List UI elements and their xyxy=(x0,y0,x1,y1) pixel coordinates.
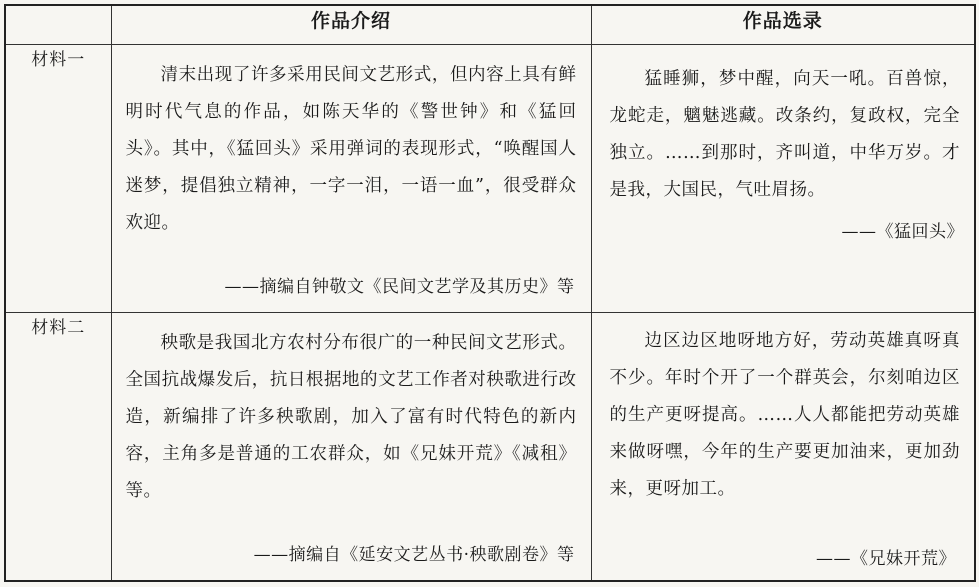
intro-cell-1 xyxy=(111,45,591,313)
excerpt-cell-1 xyxy=(591,45,975,313)
row-label-2: 材料二 xyxy=(5,313,111,581)
header-row xyxy=(5,5,975,45)
intro-text-2: 秧歌是我国北方农村分布很广的一种民间文艺形式。全国抗战爆发后，抗日根据地的文艺工作者对秧歌进行改造，新编排了许多秧歌剧，加入了富有时代特色的新内容，主角多是普通的工农群众，如《兄妹开荒》《减租》等。 xyxy=(125,333,577,502)
intro-text-1: 清末出现了许多采用民间文艺形式，但内容上具有鲜明时代气息的作品，如陈天华的《警世钟》和《猛回头》。其中，《猛回头》采用弹词的表现形式，“唤醒国人迷梦，提倡独立精神，一字一泪，一语一血”，很受群众欢迎。 xyxy=(125,65,577,234)
excerpt-cell-2 xyxy=(591,313,975,581)
intro-cell-2 xyxy=(111,313,591,581)
material-row-1 xyxy=(5,45,975,313)
header-intro: 作品介绍 xyxy=(111,5,591,45)
header-blank-cell xyxy=(5,5,111,45)
materials-table xyxy=(4,4,976,582)
excerpt-text-2: 边区边区地呀地方好，劳动英雄真呀真不少。年时个开了一个群英会，尔刻咱边区的生产更呀提高。……人人都能把劳动英雄来做呀嘿，今年的生产要更加油来，更加劲来，更呀加工。 xyxy=(609,331,960,500)
excerpt-source-2: ——《兄妹开荒》 xyxy=(816,549,956,569)
row-label-1: 材料一 xyxy=(5,45,111,313)
intro-source-2: ——摘编自《延安文艺丛书·秧歌剧卷》等 xyxy=(253,545,575,565)
intro-source-1: ——摘编自钟敬文《民间文艺学及其历史》等 xyxy=(224,277,575,298)
excerpt-source-1: ——《猛回头》 xyxy=(841,222,964,243)
material-row-2 xyxy=(5,313,975,581)
excerpt-text-1: 猛睡狮，梦中醒，向天一吼。百兽惊，龙蛇走，魑魅逃藏。改条约，复政权，完全独立。……到那时，齐叫道，中华万岁。才是我，大国民，气吐眉扬。 xyxy=(609,69,960,201)
header-excerpt: 作品选录 xyxy=(591,5,975,45)
